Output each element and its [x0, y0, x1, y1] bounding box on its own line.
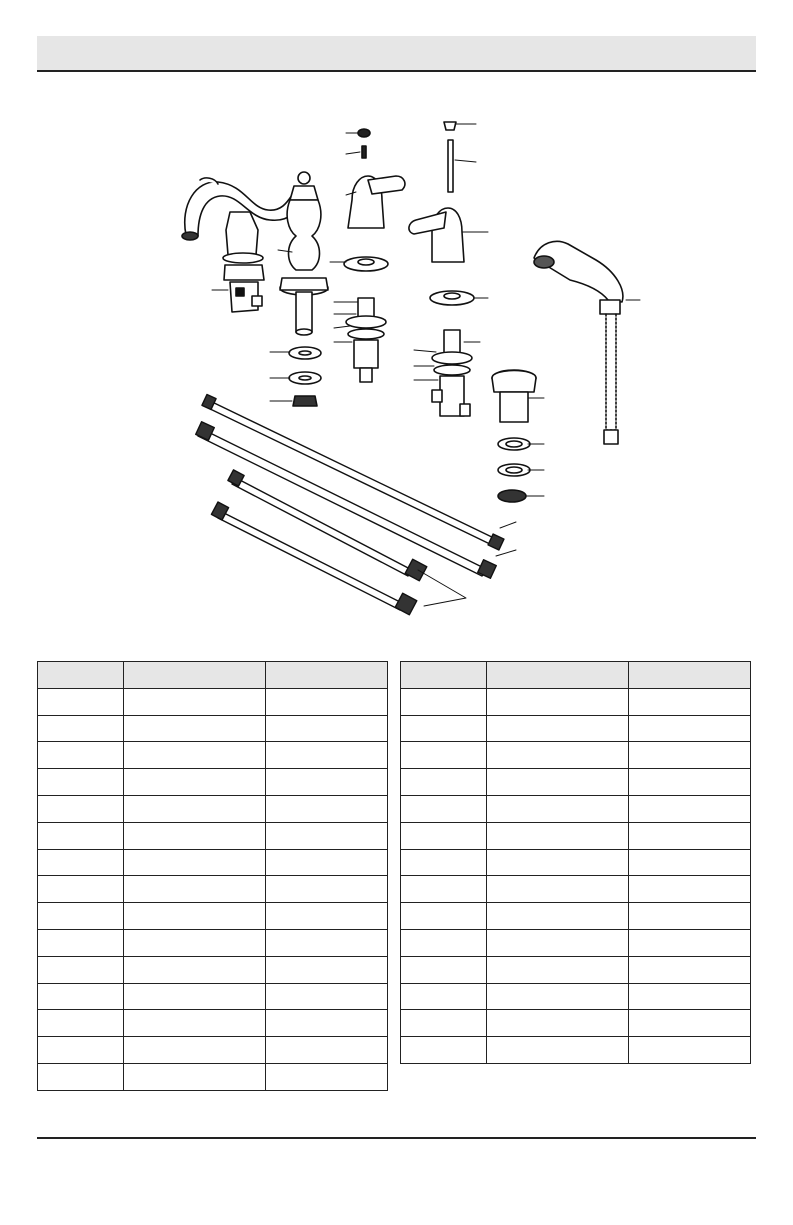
table-cell [124, 822, 266, 849]
diverter-assembly [492, 370, 536, 502]
table-cell [266, 688, 388, 715]
table-cell [401, 876, 487, 903]
table-row [38, 769, 388, 796]
column-header [629, 662, 751, 689]
table-cell [266, 903, 388, 930]
right-handle-stack [409, 122, 474, 416]
table-cell [487, 1037, 629, 1064]
table-cell [487, 983, 629, 1010]
table-row [401, 876, 751, 903]
table-row [401, 742, 751, 769]
callout-leader-lines [212, 124, 640, 606]
table-header-row [401, 662, 751, 689]
column-header [124, 662, 266, 689]
table-cell [401, 929, 487, 956]
table-cell [629, 688, 751, 715]
table-cell [266, 956, 388, 983]
table-cell [38, 849, 124, 876]
table-row [38, 983, 388, 1010]
table-cell [38, 769, 124, 796]
table-row [38, 956, 388, 983]
table-cell [629, 1010, 751, 1037]
table-cell [487, 1010, 629, 1037]
table-cell [629, 715, 751, 742]
column-header [401, 662, 487, 689]
table-row [38, 876, 388, 903]
table-cell [487, 822, 629, 849]
table-row [38, 1063, 388, 1090]
table-cell [266, 1063, 388, 1090]
table-cell [38, 929, 124, 956]
table-cell [629, 822, 751, 849]
table-cell [38, 1037, 124, 1064]
table-row [38, 688, 388, 715]
table-row [401, 795, 751, 822]
table-cell [487, 903, 629, 930]
table-row [38, 795, 388, 822]
table-cell [38, 903, 124, 930]
table-cell [124, 929, 266, 956]
table-cell [124, 849, 266, 876]
table-cell [124, 1010, 266, 1037]
table-cell [38, 956, 124, 983]
table-cell [629, 1037, 751, 1064]
table-cell [38, 1063, 124, 1090]
table-cell [124, 742, 266, 769]
table-cell [401, 849, 487, 876]
table-cell [266, 715, 388, 742]
table-row [401, 849, 751, 876]
table-row [401, 688, 751, 715]
table-cell [124, 1037, 266, 1064]
table-cell [266, 822, 388, 849]
table-row [38, 742, 388, 769]
table-cell [629, 849, 751, 876]
table-cell [124, 903, 266, 930]
table-row [401, 1037, 751, 1064]
table-cell [401, 822, 487, 849]
table-row [401, 769, 751, 796]
table-row [401, 903, 751, 930]
table-cell [38, 1010, 124, 1037]
table-cell [266, 1010, 388, 1037]
table-cell [266, 795, 388, 822]
table-cell [266, 983, 388, 1010]
table-cell [401, 903, 487, 930]
table-cell [266, 742, 388, 769]
table-row [38, 715, 388, 742]
table-cell [266, 929, 388, 956]
table-cell [629, 795, 751, 822]
table-cell [124, 715, 266, 742]
table-cell [487, 956, 629, 983]
table-row [38, 903, 388, 930]
table-cell [266, 1037, 388, 1064]
column-header [38, 662, 124, 689]
table-cell [629, 983, 751, 1010]
table-cell [124, 876, 266, 903]
table-row [38, 929, 388, 956]
table-cell [629, 929, 751, 956]
table-cell [38, 983, 124, 1010]
table-cell [38, 715, 124, 742]
table-cell [266, 876, 388, 903]
table-cell [38, 822, 124, 849]
table-cell [124, 769, 266, 796]
spout-body [280, 172, 328, 335]
table-cell [487, 876, 629, 903]
parts-table-right [400, 661, 751, 1064]
table-cell [487, 795, 629, 822]
table-cell [401, 688, 487, 715]
table-cell [629, 742, 751, 769]
table-row [38, 1037, 388, 1064]
table-cell [124, 1063, 266, 1090]
table-cell [487, 849, 629, 876]
footer-rule [37, 1137, 756, 1139]
table-cell [401, 715, 487, 742]
table-cell [38, 876, 124, 903]
left-handle-stack [344, 129, 405, 382]
table-row [38, 849, 388, 876]
table-cell [38, 688, 124, 715]
table-row [38, 1010, 388, 1037]
column-header [487, 662, 629, 689]
column-header [266, 662, 388, 689]
table-row [401, 956, 751, 983]
table-cell [401, 769, 487, 796]
table-cell [124, 983, 266, 1010]
table-cell [124, 795, 266, 822]
table-row [401, 822, 751, 849]
table-cell [487, 688, 629, 715]
table-cell [487, 769, 629, 796]
table-row [401, 715, 751, 742]
hand-shower [534, 241, 623, 444]
table-header-row [38, 662, 388, 689]
table-cell [124, 956, 266, 983]
table-cell [487, 715, 629, 742]
table-cell [487, 742, 629, 769]
table-cell [629, 956, 751, 983]
table-cell [38, 742, 124, 769]
table-cell [487, 929, 629, 956]
table-row [401, 929, 751, 956]
table-row [401, 1010, 751, 1037]
table-cell [629, 769, 751, 796]
table-cell [38, 795, 124, 822]
table-cell [266, 849, 388, 876]
table-cell [401, 1037, 487, 1064]
table-cell [266, 769, 388, 796]
table-cell [629, 903, 751, 930]
table-cell [124, 688, 266, 715]
table-cell [629, 876, 751, 903]
table-cell [401, 742, 487, 769]
table-cell [401, 983, 487, 1010]
table-row [401, 983, 751, 1010]
table-cell [401, 795, 487, 822]
table-row [38, 822, 388, 849]
table-cell [401, 1010, 487, 1037]
left-washers [289, 347, 321, 406]
parts-table-left [37, 661, 388, 1091]
supply-hoses [196, 394, 504, 614]
table-cell [401, 956, 487, 983]
